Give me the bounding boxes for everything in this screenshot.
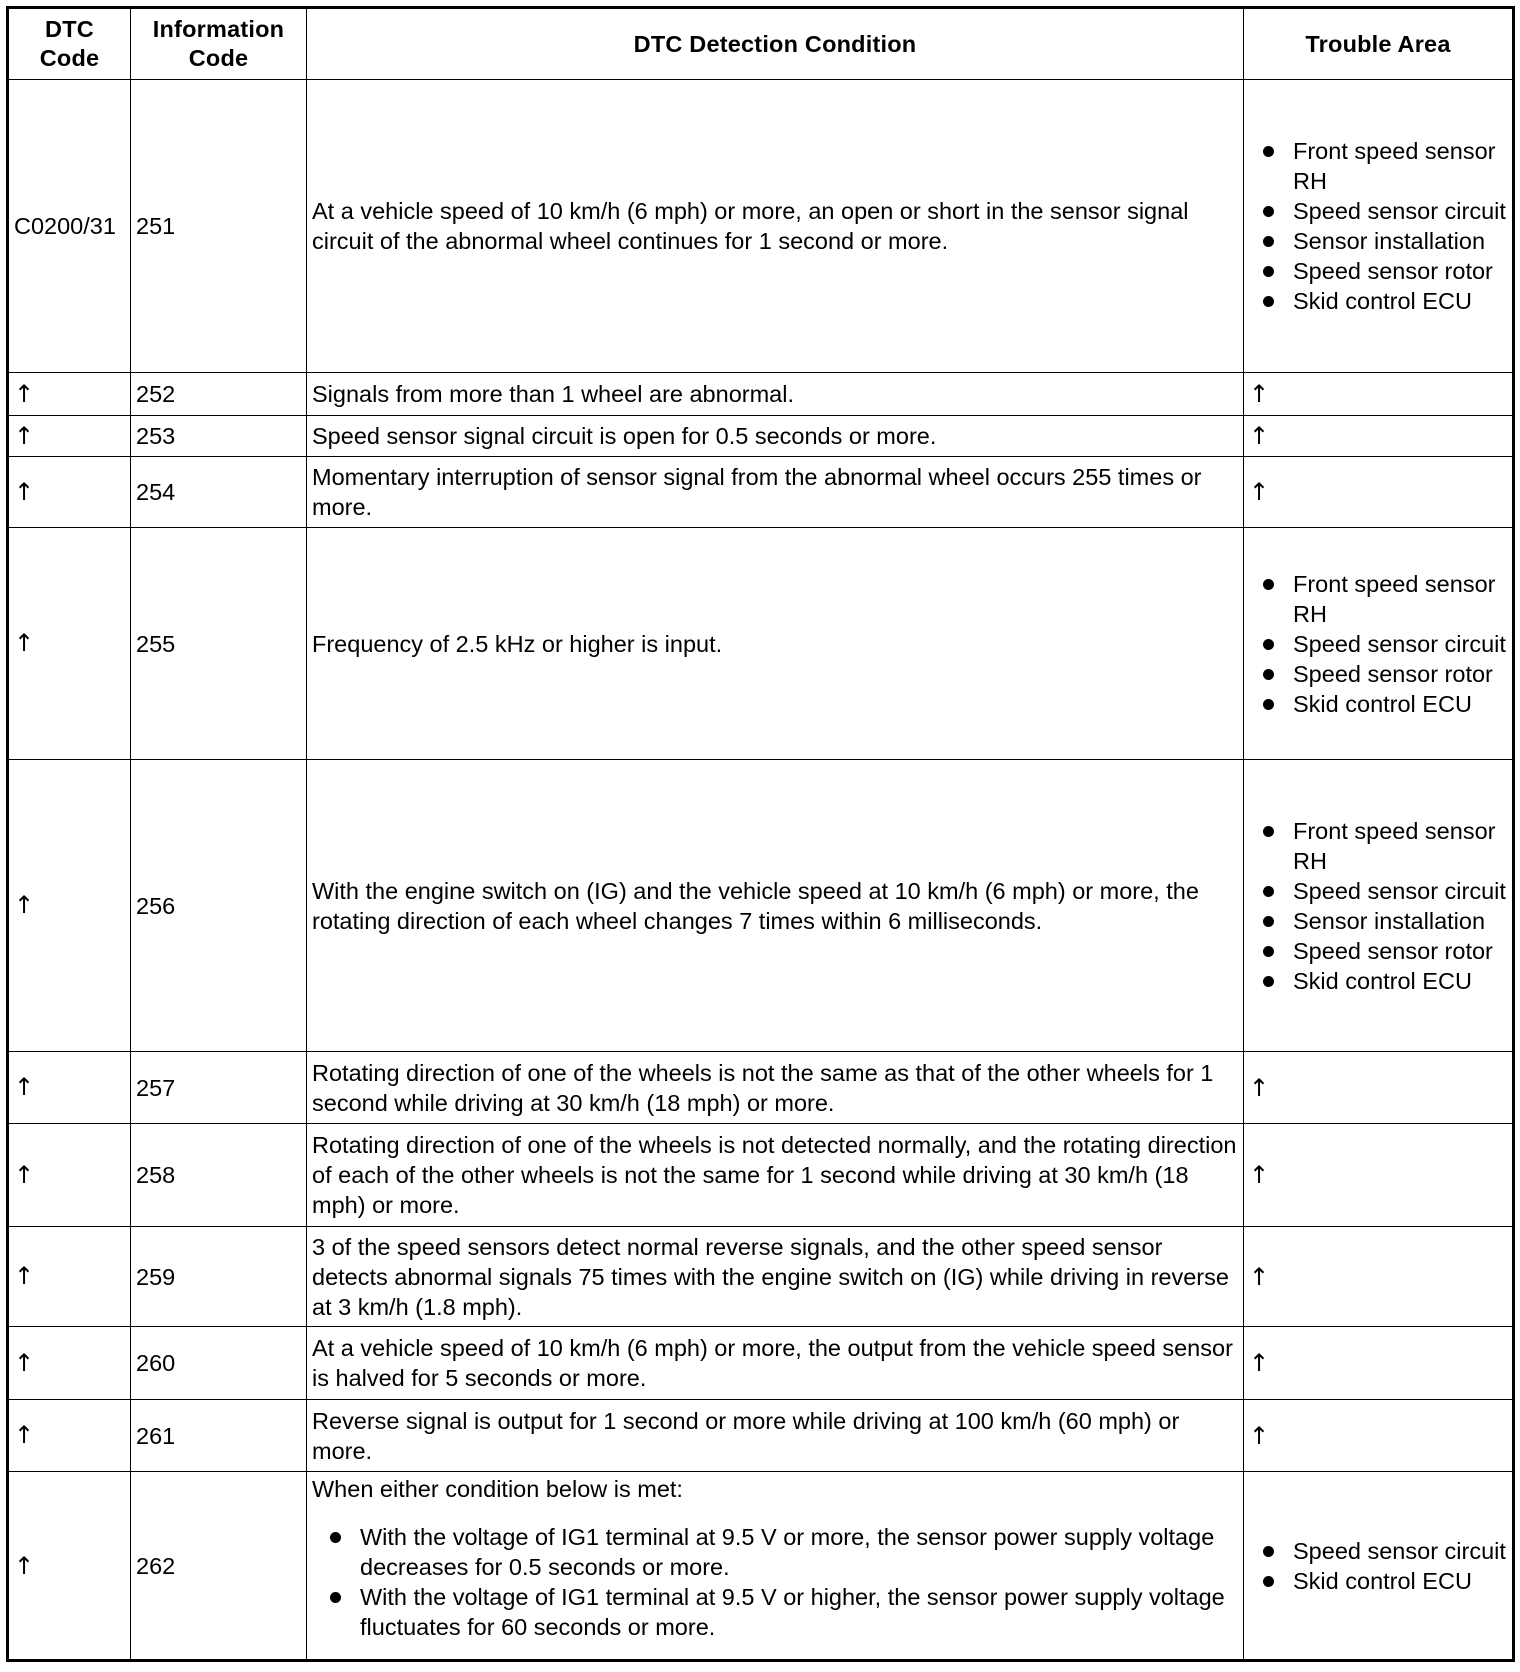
dtc-code-cell: ↑ [8,528,131,760]
information-code-cell: 258 [131,1124,307,1227]
dtc-code-cell: ↑ [8,1472,131,1661]
trouble-area-item: Speed sensor rotor [1249,256,1507,286]
trouble-area-item: Skid control ECU [1249,689,1507,719]
table-row [8,760,1514,1052]
trouble-area-list [1249,1536,1507,1596]
trouble-area-item: Speed sensor rotor [1249,936,1507,966]
detection-condition-cell: Signals from more than 1 wheel are abnormal. [307,373,1244,416]
table-row [8,1227,1514,1327]
information-code-cell: 251 [131,80,307,373]
trouble-area-cell: ↑ [1244,1227,1514,1327]
trouble-area-item: Speed sensor circuit [1249,196,1507,226]
trouble-area-cell: ↑ [1244,373,1514,416]
detection-condition-cell [307,1472,1244,1661]
trouble-area-cell: ↑ [1244,1124,1514,1227]
trouble-area-list [1249,816,1507,996]
dtc-table-body [8,80,1514,1661]
trouble-area-cell: ↑ [1244,1400,1514,1472]
table-row [8,1472,1514,1661]
trouble-area-item: Sensor installation [1249,906,1507,936]
information-code-cell: 260 [131,1327,307,1400]
trouble-area-item: Front speed sensor RH [1249,136,1507,196]
trouble-area-cell: ↑ [1244,416,1514,457]
condition-intro: When either condition below is met: [312,1476,683,1502]
condition-list-item: With the voltage of IG1 terminal at 9.5 V or more, the sensor power supply voltage decreases for 0.5 seconds or more. [312,1522,1238,1582]
detection-condition-cell: Rotating direction of one of the wheels is not detected normally, and the rotating direction of each of the other wheels is not the same for 1 second while driving at 30 km/h (18 mph) or more. [307,1124,1244,1227]
dtc-code-cell: C0200/31 [8,80,131,373]
table-row [8,457,1514,528]
detection-condition-cell: At a vehicle speed of 10 km/h (6 mph) or more, an open or short in the sensor signal circuit of the abnormal wheel continues for 1 second or more. [307,80,1244,373]
header-row [8,8,1514,80]
trouble-area-item: Sensor installation [1249,226,1507,256]
detection-condition-cell: Reverse signal is output for 1 second or more while driving at 100 km/h (60 mph) or more. [307,1400,1244,1472]
table-row [8,416,1514,457]
trouble-area-item: Speed sensor rotor [1249,659,1507,689]
trouble-area-item: Skid control ECU [1249,286,1507,316]
table-row [8,528,1514,760]
detection-condition-cell: Speed sensor signal circuit is open for 0.5 seconds or more. [307,416,1244,457]
dtc-table [6,6,1515,1662]
dtc-code-cell: ↑ [8,416,131,457]
header-information-code: Information Code [131,8,307,80]
trouble-area-cell: ↑ [1244,1327,1514,1400]
information-code-cell: 253 [131,416,307,457]
trouble-area-item: Front speed sensor RH [1249,569,1507,629]
detection-condition-cell: Momentary interruption of sensor signal from the abnormal wheel occurs 255 times or more. [307,457,1244,528]
trouble-area-item: Speed sensor circuit [1249,1536,1507,1566]
information-code-cell: 262 [131,1472,307,1661]
dtc-code-cell: ↑ [8,1052,131,1124]
trouble-area-item: Speed sensor circuit [1249,876,1507,906]
header-detection-condition: DTC Detection Condition [307,8,1244,80]
trouble-area-cell: ↑ [1244,1052,1514,1124]
table-row [8,1124,1514,1227]
table-row [8,1327,1514,1400]
dtc-code-cell: ↑ [8,1124,131,1227]
information-code-cell: 256 [131,760,307,1052]
trouble-area-cell [1244,1472,1514,1661]
trouble-area-item: Skid control ECU [1249,1566,1507,1596]
trouble-area-cell [1244,760,1514,1052]
dtc-code-cell: ↑ [8,373,131,416]
trouble-area-cell [1244,80,1514,373]
trouble-area-cell [1244,528,1514,760]
table-row [8,80,1514,373]
dtc-code-cell: ↑ [8,457,131,528]
detection-condition-cell: Rotating direction of one of the wheels is not the same as that of the other wheels for 1 second while driving at 30 km/h (18 mph) or more. [307,1052,1244,1124]
dtc-code-cell: ↑ [8,760,131,1052]
header-trouble-area: Trouble Area [1244,8,1514,80]
condition-list [312,1522,1238,1642]
dtc-code-cell: ↑ [8,1400,131,1472]
trouble-area-item: Front speed sensor RH [1249,816,1507,876]
table-row [8,1400,1514,1472]
information-code-cell: 254 [131,457,307,528]
trouble-area-cell: ↑ [1244,457,1514,528]
condition-list-item: With the voltage of IG1 terminal at 9.5 V or higher, the sensor power supply voltage fluctuates for 60 seconds or more. [312,1582,1238,1642]
header-dtc-code: DTC Code [8,8,131,80]
information-code-cell: 255 [131,528,307,760]
trouble-area-item: Speed sensor circuit [1249,629,1507,659]
information-code-cell: 257 [131,1052,307,1124]
information-code-cell: 259 [131,1227,307,1327]
information-code-cell: 252 [131,373,307,416]
detection-condition-cell: Frequency of 2.5 kHz or higher is input. [307,528,1244,760]
table-row [8,1052,1514,1124]
dtc-code-cell: ↑ [8,1227,131,1327]
table-row [8,373,1514,416]
information-code-cell: 261 [131,1400,307,1472]
detection-condition-cell: 3 of the speed sensors detect normal reverse signals, and the other speed sensor detects abnormal signals 75 times with the engine switch on (IG) while driving in reverse at 3 km/h (1.8 mph). [307,1227,1244,1327]
detection-condition-cell: With the engine switch on (IG) and the vehicle speed at 10 km/h (6 mph) or more, the rotating direction of each wheel changes 7 times within 6 milliseconds. [307,760,1244,1052]
dtc-code-cell: ↑ [8,1327,131,1400]
trouble-area-list [1249,569,1507,719]
trouble-area-list [1249,136,1507,316]
trouble-area-item: Skid control ECU [1249,966,1507,996]
detection-condition-cell: At a vehicle speed of 10 km/h (6 mph) or more, the output from the vehicle speed sensor is halved for 5 seconds or more. [307,1327,1244,1400]
